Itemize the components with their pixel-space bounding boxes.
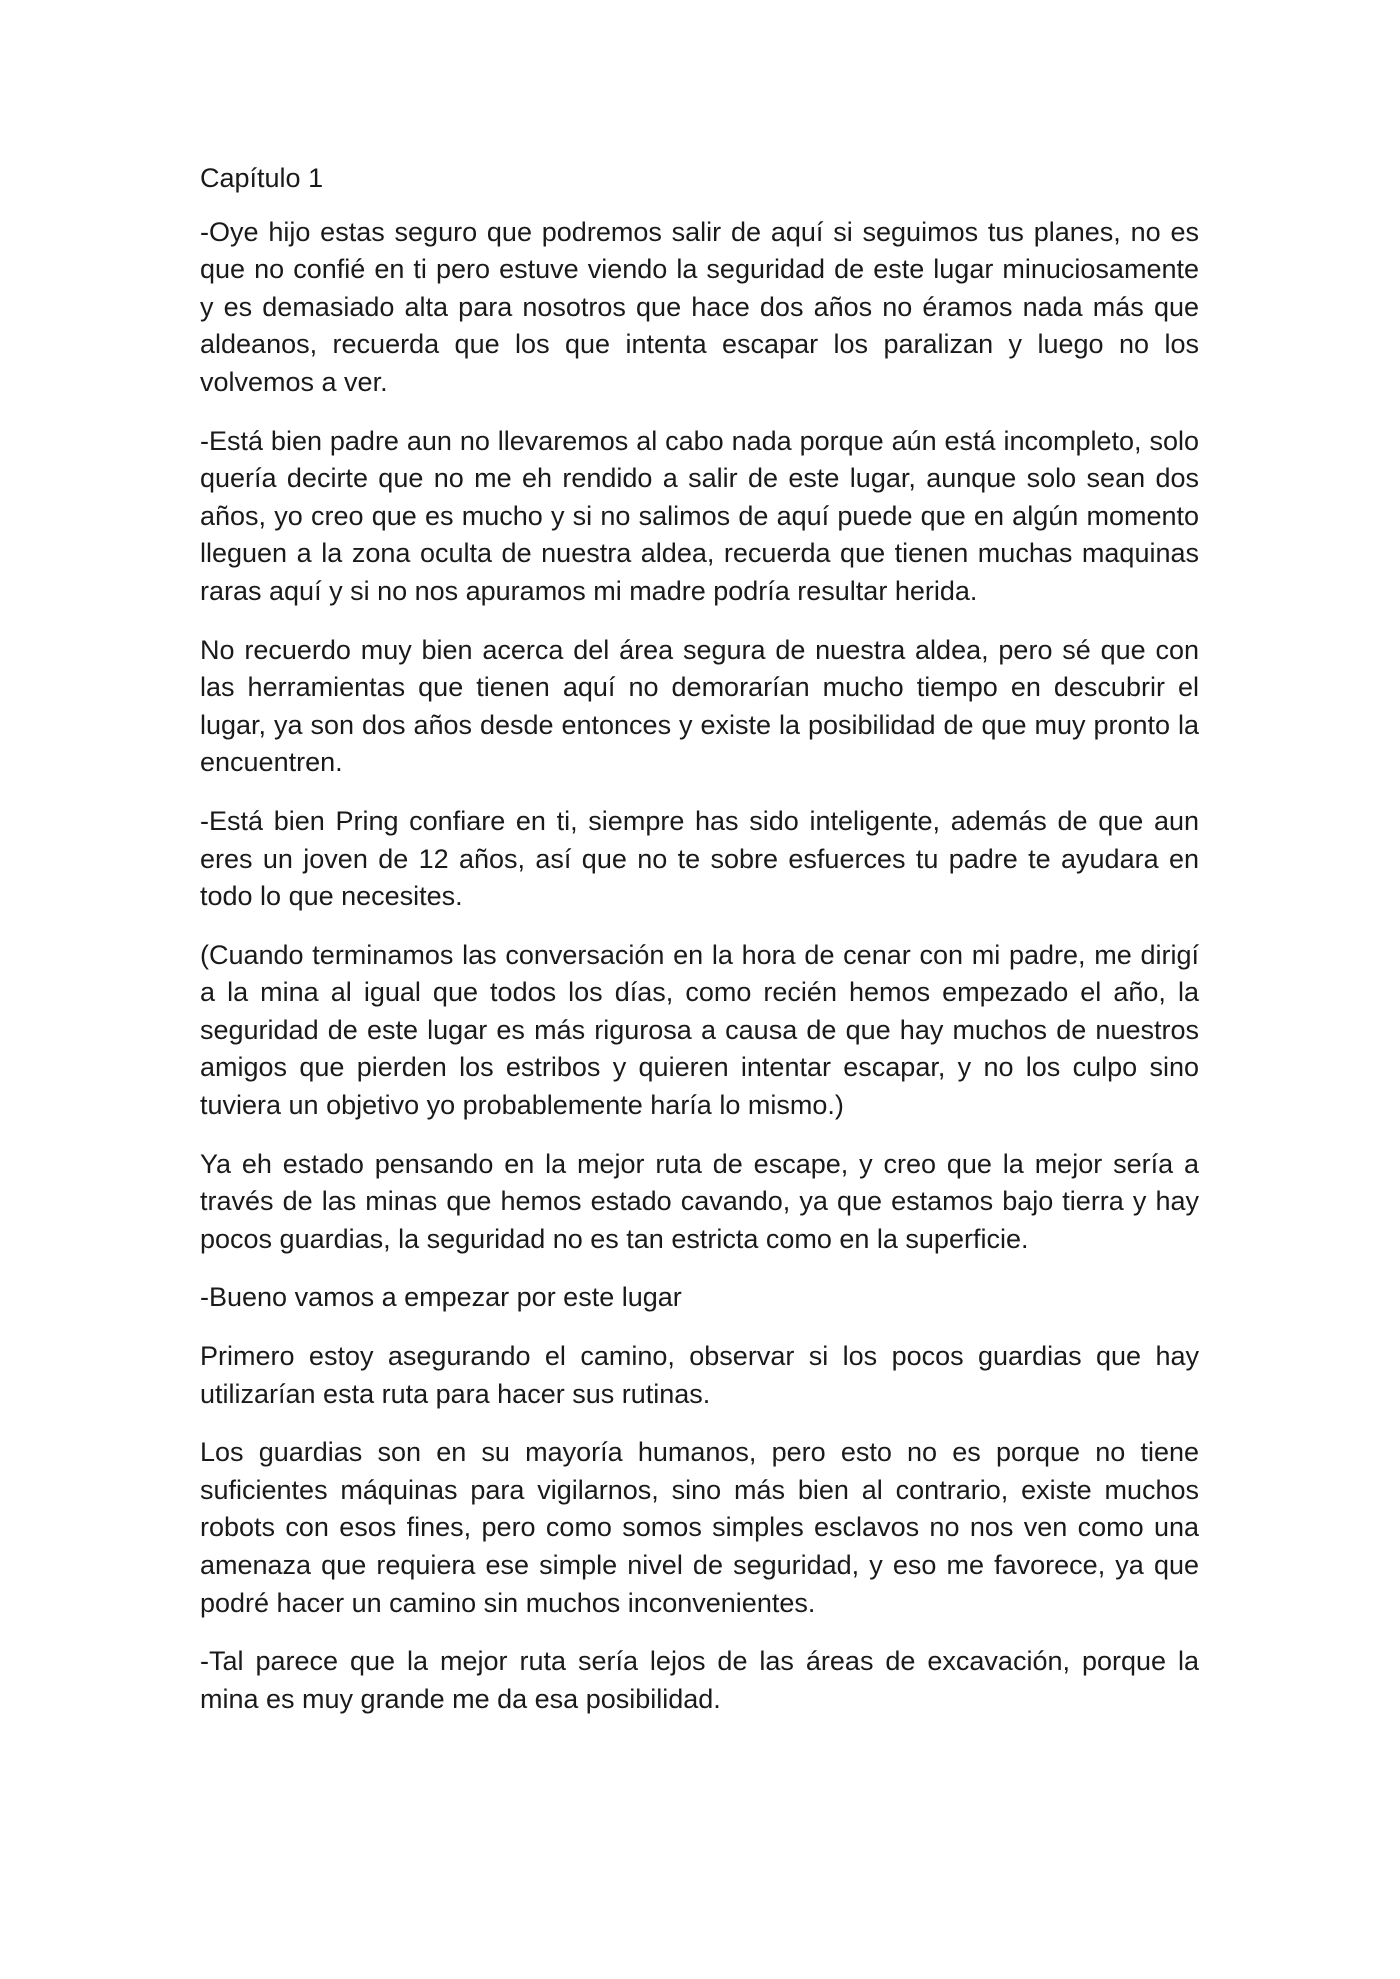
paragraph: -Está bien Pring confiare en ti, siempre has sido inteligente, además de que aun eres un joven de 12 años, así que no te sobre esfuerces tu padre te ayudara en todo lo que necesites. — [200, 805, 1199, 912]
paragraph: Ya eh estado pensando en la mejor ruta de escape, y creo que la mejor sería a través de las minas que hemos estado cavando, ya que estamos bajo tierra y hay pocos guardias, la seguridad no es tan estricta como en la superficie. — [200, 1148, 1199, 1254]
paragraph: Primero estoy asegurando el camino, observar si los pocos guardias que hay utilizarían esta ruta para hacer sus rutinas. — [200, 1341, 1199, 1409]
page-content — [200, 160, 1199, 1739]
paragraph: Los guardias son en su mayoría humanos, pero esto no es porque no tiene suficientes máquinas para vigilarnos, sino más bien al contrario, existe muchos robots con esos fines, pero como somos simples esclavos no nos ven como una amenaza que requiera ese simple nivel de seguridad, y eso me favorece, ya que podré hacer un camino sin muchos inconvenientes. — [200, 1437, 1199, 1618]
paragraph: -Tal parece que la mejor ruta sería lejos de las áreas de excavación, porque la mina es muy grande me da esa posibilidad. — [200, 1646, 1199, 1714]
paragraph: -Bueno vamos a empezar por este lugar — [200, 1282, 682, 1313]
paragraph: -Oye hijo estas seguro que podremos salir de aquí si seguimos tus planes, no es que no confié en ti pero estuve viendo la seguridad de este lugar minuciosamente y es demasiado alta para nosotros que hace dos años no éramos nada más que aldeanos, recuerda que los que intenta escapar los paralizan y luego no los volvemos a ver. — [200, 216, 1199, 397]
paragraph: No recuerdo muy bien acerca del área segura de nuestra aldea, pero sé que con las herramientas que tienen aquí no demorarían mucho tiempo en descubrir el lugar, ya son dos años desde entonces y existe la posibilidad de que muy pronto la encuentren. — [200, 634, 1199, 778]
paragraph: -Está bien padre aun no llevaremos al cabo nada porque aún está incompleto, solo quería decirte que no me eh rendido a salir de este lugar, aunque solo sean dos años, yo creo que es mucho y si no salimos de aquí puede que en algún momento lleguen a la zona oculta de nuestra aldea, recuerda que tienen muchas maquinas raras aquí y si no nos apuramos mi madre podría resultar herida. — [200, 425, 1199, 606]
chapter-title: Capítulo 1 — [200, 163, 324, 193]
paragraph: (Cuando terminamos las conversación en la hora de cenar con mi padre, me dirigí a la mina al igual que todos los días, como recién hemos empezado el año, la seguridad de este lugar es más rigurosa a causa de que hay muchos de nuestros amigos que pierden los estribos y quieren intentar escapar, y no los culpo sino tuviera un objetivo yo probablemente haría lo mismo.) — [200, 939, 1199, 1121]
